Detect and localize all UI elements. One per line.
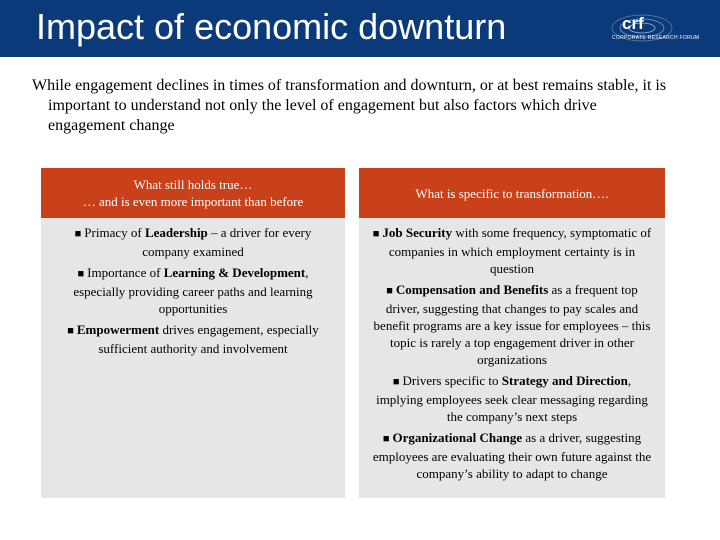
list-item: ■ Empowerment drives engagement, especially sufficient authority and involvement <box>67 322 319 356</box>
square-bullet-icon: ■ <box>392 376 400 388</box>
left-items <box>41 218 345 367</box>
list-item: ■ Compensation and Benefits as a frequent top driver, suggesting that changes to pay scales and benefit programs are a key issue for employees – this topic is rarely a top engagement driver in other organizations <box>373 282 651 367</box>
left-column-header <box>41 168 345 218</box>
left-column <box>41 168 345 498</box>
logo-subtext: CORPORATE RESEARCH FORUM <box>612 35 700 41</box>
left-head-line2: … and is even more important than before <box>82 194 304 209</box>
square-bullet-icon: ■ <box>74 228 82 240</box>
square-bullet-icon: ■ <box>372 228 380 240</box>
slide-title: Impact of economic downturn <box>36 6 507 47</box>
intro-text <box>32 76 672 136</box>
right-head: What is specific to transformation…. <box>415 185 609 201</box>
right-column-header <box>359 168 665 218</box>
right-items <box>359 218 665 492</box>
list-item: ■ Organizational Change as a driver, suggesting employees are evaluating their own future against the company’s ability to adapt to change <box>372 430 652 481</box>
square-bullet-icon: ■ <box>382 433 390 445</box>
square-bullet-icon: ■ <box>77 268 85 280</box>
list-item: ■ Drivers specific to Strategy and Direction, implying employees seek clear messaging regarding the company’s next steps <box>376 373 648 424</box>
ripple-logo-icon <box>606 6 690 50</box>
list-item: ■ Primacy of Leadership – a driver for every company examined <box>74 225 312 259</box>
list-item: ■ Importance of Learning & Development, especially providing career paths and learning opportunities <box>73 265 313 316</box>
square-bullet-icon: ■ <box>67 325 74 337</box>
intro-paragraph: While engagement declines in times of transformation and downturn, or at best remains stable, it is important to understand not only the level of engagement but also factors which drive engagement change <box>32 77 667 134</box>
list-item: ■ Job Security with some frequency, symptomatic of companies in which employment certainty is in question <box>372 225 652 276</box>
right-column <box>359 168 665 498</box>
left-head-line1: What still holds true… <box>133 177 253 192</box>
logo-text: crf <box>622 14 644 33</box>
square-bullet-icon: ■ <box>386 285 393 297</box>
